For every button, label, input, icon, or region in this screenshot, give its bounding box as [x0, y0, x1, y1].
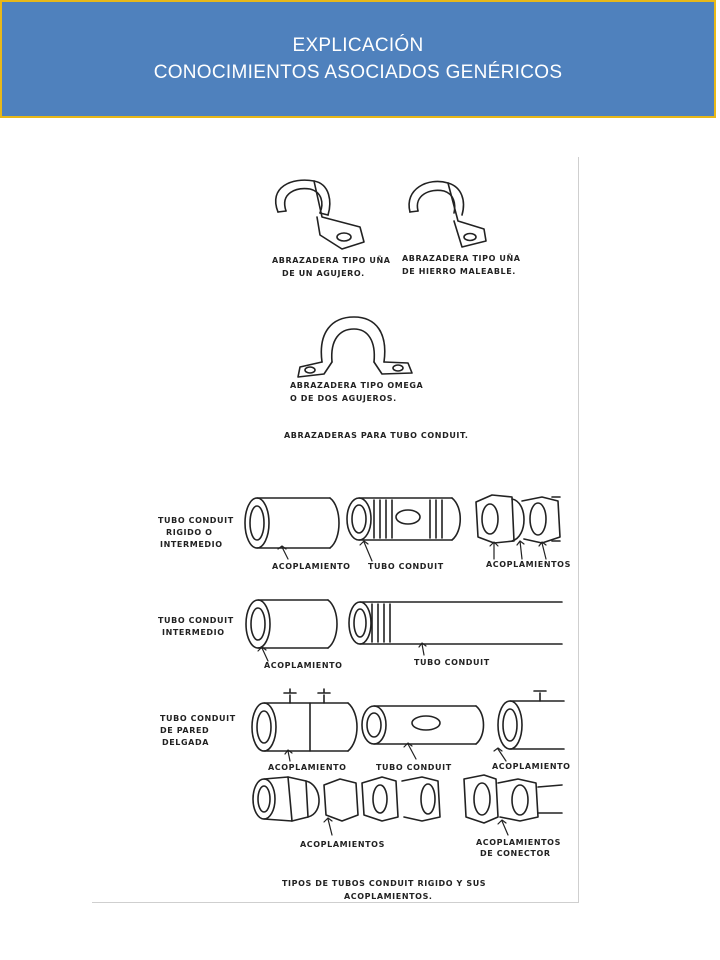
conduit-figure [92, 157, 579, 903]
row3-label-3: DELGADA [162, 738, 209, 747]
malleable-clamp-drawing [409, 181, 486, 247]
row2-coupling-label: ACOPLAMIENTO [264, 661, 343, 670]
pointer-arrows [258, 541, 546, 835]
clamps-caption: ABRAZADERAS PARA TUBO CONDUIT. [284, 431, 469, 440]
malleable-clamp-label-2: DE HIERRO MALEABLE. [402, 267, 516, 276]
row2-label-1: TUBO CONDUIT [158, 616, 234, 625]
row1-label-1: TUBO CONDUIT [158, 516, 234, 525]
row1-couplings-label: ACOPLAMIENTOS [486, 560, 571, 569]
row2-coupling-drawing [246, 600, 337, 648]
one-hole-clamp-label-1: ABRAZADERA TIPO UÑA [272, 256, 391, 265]
row2-label-2: INTERMEDIO [162, 628, 225, 637]
title-line-1: EXPLICACIÓN [292, 35, 424, 56]
figure-caption-1: TIPOS DE TUBOS CONDUIT RIGIDO Y SUS [282, 879, 487, 888]
row3-tube-drawing [362, 706, 484, 744]
row3-label-1: TUBO CONDUIT [160, 714, 236, 723]
row4-couplings-label: ACOPLAMIENTOS [300, 840, 385, 849]
omega-clamp-label-2: O DE DOS AGUJEROS. [290, 394, 397, 403]
row3-tube-label: TUBO CONDUIT [376, 763, 452, 772]
one-hole-clamp-drawing [276, 180, 364, 249]
figure-caption-2: ACOPLAMIENTOS. [344, 892, 433, 901]
row1-label-2: RIGIDO O [166, 528, 213, 537]
row2-tube-label: TUBO CONDUIT [414, 658, 490, 667]
title-banner [0, 0, 716, 118]
row1-coupling-label: ACOPLAMIENTO [272, 562, 351, 571]
row1-tube-drawing [347, 498, 460, 540]
row1-coupling-drawing [245, 498, 339, 548]
omega-clamp-label-1: ABRAZADERA TIPO OMEGA [290, 381, 424, 390]
row2-tube-drawing [349, 602, 562, 644]
row3-coupling-right-label: ACOPLAMIENTO [492, 762, 571, 771]
row3-coupling-drawing [252, 689, 357, 751]
row3-label-2: DE PARED [160, 726, 210, 735]
row3-coupling-right-drawing [498, 691, 564, 749]
title-line-2: CONOCIMIENTOS ASOCIADOS GENÉRICOS [153, 62, 563, 83]
row4-couplings-drawing [253, 777, 440, 821]
malleable-clamp-label-1: ABRAZADERA TIPO UÑA [402, 254, 521, 263]
row1-couplings-drawing [476, 495, 560, 543]
conduit-illustration [92, 157, 578, 902]
omega-clamp-drawing [298, 317, 412, 377]
row1-label-3: INTERMEDIO [160, 540, 223, 549]
row4-connector-label-1: ACOPLAMIENTOS [476, 838, 561, 847]
row4-connector-label-2: DE CONECTOR [480, 849, 551, 858]
row3-coupling-label: ACOPLAMIENTO [268, 763, 347, 772]
one-hole-clamp-label-2: DE UN AGUJERO. [282, 269, 365, 278]
row1-tube-label: TUBO CONDUIT [368, 562, 444, 571]
row4-connector-couplings-drawing [464, 775, 562, 823]
